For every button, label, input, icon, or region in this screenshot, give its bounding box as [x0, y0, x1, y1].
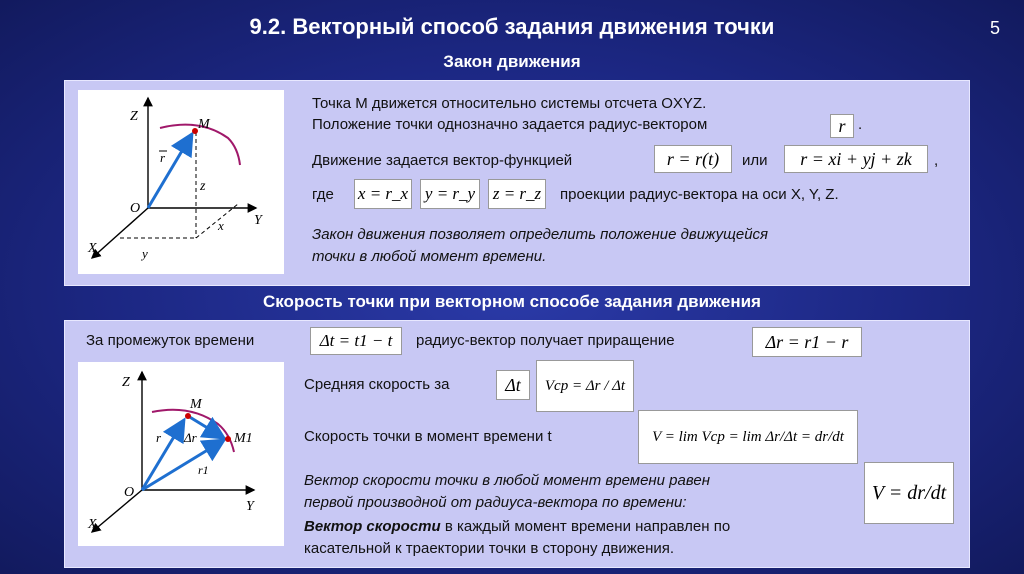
formula-x: x = r_x — [354, 179, 412, 209]
radius-vector-r1 — [142, 440, 224, 490]
vector-line-2: первой производной от радиуса-вектора по времени: — [304, 494, 687, 511]
label-z: z — [200, 179, 206, 194]
formula-v-limit: V = lim Vcp = lim Δr/Δt = dr/dt — [638, 410, 858, 464]
text-increment: радиус-вектор получает приращение — [416, 332, 675, 349]
radius-vector — [148, 134, 192, 208]
point-m — [185, 413, 191, 419]
bold-vector-phrase: Вектор скорости — [304, 518, 441, 535]
text-projections: проекции радиус-вектора на оси X, Y, Z. — [560, 186, 839, 203]
text-line-2: Положение точки однозначно задается радиус-вектором — [312, 116, 708, 133]
x-axis — [92, 490, 142, 532]
label-r: r — [156, 430, 162, 445]
label-x-axis: X — [88, 241, 97, 256]
coordinate-diagram-1 — [78, 90, 284, 274]
coordinate-diagram-2 — [78, 362, 284, 546]
section-subtitle: Закон движения — [443, 52, 581, 71]
radius-vector — [142, 420, 184, 490]
label-z-axis: Z — [122, 375, 130, 390]
text-line-1: Точка М движется относительно системы отсчета OXYZ. — [312, 95, 707, 112]
text-line-2-end: . — [858, 116, 863, 133]
label-origin: O — [124, 485, 135, 500]
text-comma: , — [934, 152, 939, 169]
text-interval: За промежуток времени — [86, 332, 255, 349]
label-point-m1: M1 — [234, 431, 253, 446]
slide-number: 5 — [989, 18, 1000, 38]
text-line-3: Движение задается вектор-функцией — [312, 152, 573, 169]
x-projection — [196, 204, 238, 238]
label-y: y — [142, 246, 148, 261]
formula-delta-t: Δt = t1 − t — [310, 327, 402, 355]
law-line-1: Закон движения позволяет определить положение движущейся — [312, 226, 769, 243]
text-inst-speed: Скорость точки в момент времени t — [304, 428, 552, 445]
vector-line-1: Вектор скорости точки в любой момент времени равен — [304, 472, 710, 489]
label-r: r — [160, 150, 166, 165]
formula-r-components: r = xi + yj + zk — [784, 145, 928, 173]
label-point-m: M — [198, 117, 210, 132]
text-where: где — [312, 186, 334, 203]
label-y-axis: Y — [246, 499, 254, 514]
velocity-section-title: Скорость точки при векторном способе задания движения — [263, 292, 761, 311]
formula-v-cp: Vcp = Δr / Δt — [536, 360, 634, 412]
formula-y: y = r_y — [420, 179, 480, 209]
label-z-axis: Z — [130, 109, 138, 124]
formula-r-of-t: r = r(t) — [654, 145, 732, 173]
point-m1 — [225, 436, 231, 442]
page-title: 9.2. Векторный способ задания движения точки — [249, 14, 775, 39]
text-avg-speed: Средняя скорость за — [304, 376, 450, 393]
label-y-axis: Y — [254, 213, 262, 228]
direction-line-1-rest: в каждый момент времени направлен по — [440, 518, 731, 535]
formula-delta-r: Δr = r1 − r — [752, 327, 862, 357]
formula-z: z = r_z — [488, 179, 546, 209]
formula-dt-short: Δt — [496, 370, 530, 400]
formula-v-final: V = dr/dt — [864, 462, 954, 524]
label-r1: r1 — [198, 463, 209, 477]
direction-line-1 — [304, 518, 730, 535]
label-origin: O — [130, 201, 141, 216]
text-or: или — [742, 152, 768, 169]
label-delta-r: Δr — [184, 430, 197, 445]
direction-line-2: касательной к траектории точки в сторону движения. — [304, 540, 675, 557]
law-line-2: точки в любой момент времени. — [312, 248, 547, 265]
formula-r: r — [830, 114, 854, 138]
label-x-axis: X — [88, 517, 97, 532]
label-x: x — [218, 218, 224, 233]
label-point-m: M — [190, 397, 202, 412]
